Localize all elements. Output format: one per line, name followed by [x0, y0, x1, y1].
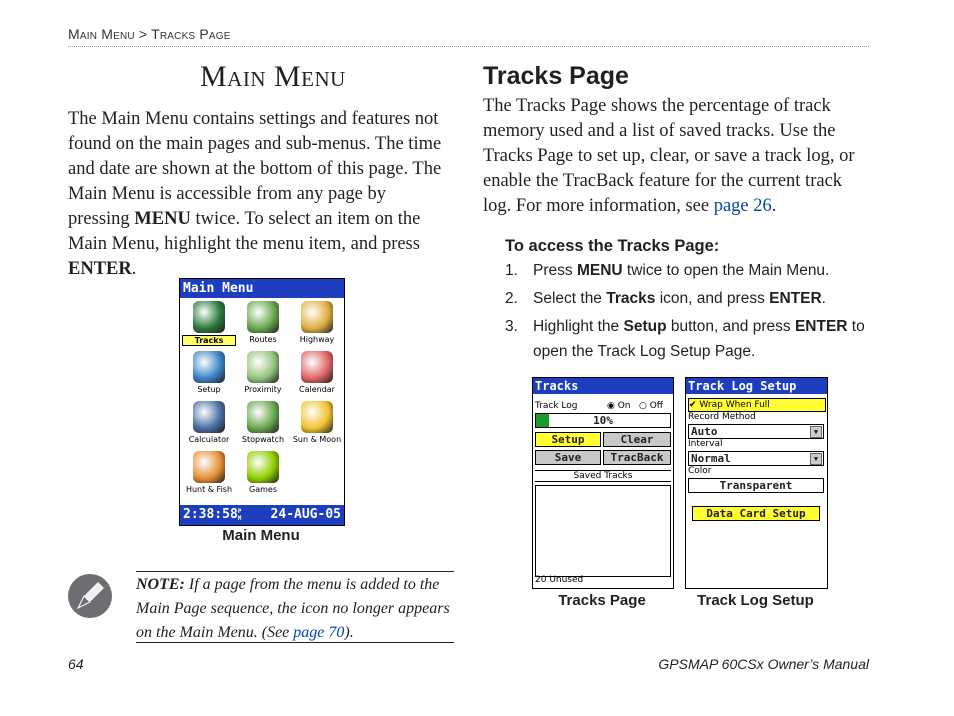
record-method-label: Record Method: [688, 412, 756, 422]
tracks-page-paragraph: [483, 94, 869, 219]
time-suffix-top: P: [237, 507, 242, 515]
menu-item-label: Proximity: [244, 385, 282, 394]
menu-item-label: Sun & Moon: [292, 435, 342, 444]
saved-tracks-list[interactable]: [535, 485, 671, 577]
menu-item-label: Hunt & Fish: [185, 485, 233, 494]
main-menu-text-2: twice. To select an item on the Main Menu, highlight the menu item, and press: [68, 209, 421, 254]
main-menu-screenshot: [179, 278, 345, 526]
calculator-icon: [193, 401, 225, 433]
step-key: ENTER: [769, 290, 822, 307]
highway-icon: [301, 301, 333, 333]
tracks-page-link[interactable]: page 26: [713, 196, 772, 216]
record-method-select[interactable]: [688, 424, 824, 439]
main-menu-text-1: The Main Menu contains settings and features not found on the main pages and sub-menus. The time and date are shown at the bottom of this page. The Main Menu is accessible from any page by pressing: [68, 109, 442, 229]
menu-item-label: Games: [249, 485, 277, 494]
track-memory-bar: [535, 413, 671, 428]
menu-item-label: Routes: [249, 335, 277, 344]
menu-item-label: Setup: [197, 385, 221, 394]
menu-item-calendar[interactable]: [290, 351, 344, 399]
main-menu-paragraph: [68, 107, 443, 282]
header-divider: [68, 46, 869, 47]
step-key: MENU: [576, 262, 623, 279]
track-log-setup-screenshot: [685, 377, 828, 589]
tracks-screen-title: Tracks: [533, 378, 673, 394]
stopwatch-icon: [247, 401, 279, 433]
dropdown-arrow-icon: ▼: [810, 453, 822, 465]
menu-item-games[interactable]: [236, 451, 290, 499]
tracks-page-screenshot: [532, 377, 674, 589]
note-paragraph: [136, 573, 454, 645]
step-text: button, and press: [666, 318, 795, 335]
step-text: icon, and press: [655, 290, 770, 307]
step-number: 1.: [505, 262, 518, 279]
sun-moon-icon: [301, 401, 333, 433]
clock-time: 2:38:58P M: [183, 507, 242, 522]
tracks-icon: [193, 301, 225, 333]
note-page-link[interactable]: page 70: [293, 624, 345, 641]
tracks-page-caption: Tracks Page: [558, 592, 646, 609]
tracks-body-end: .: [771, 196, 777, 216]
dropdown-arrow-icon: ▼: [810, 426, 822, 438]
menu-item-setup[interactable]: [182, 351, 236, 399]
save-button[interactable]: Save: [535, 450, 601, 465]
record-method-value: Auto: [691, 425, 718, 438]
time-suffix-bottom: M: [237, 514, 242, 522]
menu-item-highway[interactable]: [290, 301, 344, 349]
step-text: twice to open the Main Menu.: [622, 262, 830, 279]
track-log-label: Track Log: [535, 401, 578, 411]
menu-item-label: Tracks: [182, 335, 236, 346]
menu-item-label: Calculator: [188, 435, 230, 444]
interval-select[interactable]: [688, 451, 824, 466]
unused-tracks-count: 20 Unused: [535, 575, 584, 585]
menu-item-tracks[interactable]: [182, 301, 236, 349]
step-key: Setup: [623, 318, 667, 335]
tracback-button[interactable]: TracBack: [603, 450, 671, 465]
saved-tracks-header: Saved Tracks: [535, 470, 671, 482]
track-log-off-option: ○ Off: [639, 401, 664, 411]
menu-item-stopwatch[interactable]: [236, 401, 290, 449]
note-body: If a page from the menu is added to the Main Page sequence, the icon no longer appears on the Main Menu. (See: [136, 576, 450, 641]
note-end: ).: [344, 624, 354, 641]
menu-item-label: Stopwatch: [241, 435, 285, 444]
menu-item-calculator[interactable]: [182, 401, 236, 449]
calendar-icon: [301, 351, 333, 383]
step-number: 3.: [505, 318, 518, 335]
main-menu-bold-enter: ENTER: [68, 259, 132, 279]
menu-item-routes[interactable]: [236, 301, 290, 349]
main-menu-caption: Main Menu: [222, 527, 300, 544]
hunt-fish-icon: [193, 451, 225, 483]
page-number: 64: [68, 656, 84, 672]
step-text: Select the: [533, 290, 607, 307]
step-text: Highlight the: [533, 318, 624, 335]
step-key: Tracks: [606, 290, 656, 307]
color-label: Color: [688, 466, 712, 476]
track-memory-percent: 10%: [593, 414, 613, 427]
wrap-when-full-checkbox[interactable]: ✔ Wrap When Full: [688, 398, 826, 412]
track-log-on-option: ◉ On: [607, 401, 631, 411]
main-menu-bold-menu: MENU: [134, 209, 191, 229]
step-number: 2.: [505, 290, 518, 307]
note-label: NOTE:: [136, 576, 185, 593]
routes-icon: [247, 301, 279, 333]
main-menu-heading: Main Menu: [200, 60, 346, 93]
tracks-body-text: The Tracks Page shows the percentage of track memory used and a list of saved tracks. Use the Tracks Page to set up, clear, or save a track log, or enable the TracBack feature for the current track log. For more information, see: [483, 96, 855, 216]
step-text: Press: [533, 262, 577, 279]
menu-item-label: Highway: [299, 335, 335, 344]
step-key: ENTER: [794, 318, 848, 335]
menu-item-hunt-fish[interactable]: [182, 451, 236, 499]
menu-item-sun-moon[interactable]: [290, 401, 344, 449]
data-card-setup-button[interactable]: Data Card Setup: [692, 506, 820, 521]
step-text: .: [821, 290, 826, 307]
note-pencil-icon: [68, 574, 112, 618]
access-tracks-heading: To access the Tracks Page:: [505, 237, 720, 255]
setup-icon: [193, 351, 225, 383]
games-icon: [247, 451, 279, 483]
clear-button[interactable]: Clear: [603, 432, 671, 447]
tracks-page-heading: Tracks Page: [483, 62, 629, 90]
color-select[interactable]: Transparent: [688, 478, 824, 493]
menu-item-proximity[interactable]: [236, 351, 290, 399]
proximity-icon: [247, 351, 279, 383]
tls-screen-title: Track Log Setup: [686, 378, 827, 394]
setup-button[interactable]: Setup: [535, 432, 601, 447]
menu-item-label: Calendar: [299, 385, 335, 394]
note-bottom-rule: [136, 642, 454, 643]
interval-value: Normal: [691, 452, 731, 465]
step-text: to open the Track Log Setup Page.: [533, 318, 865, 360]
breadcrumb: Main Menu > Tracks Page: [68, 26, 231, 42]
main-menu-screen-title: Main Menu: [180, 279, 344, 298]
main-menu-status-bar: [180, 505, 344, 525]
track-log-setup-caption: Track Log Setup: [697, 592, 814, 609]
calendar-date: 24-AUG-05: [270, 507, 341, 522]
interval-label: Interval: [688, 439, 723, 449]
note-top-rule: [136, 571, 454, 572]
manual-title: GPSMAP 60CSx Owner’s Manual: [658, 656, 869, 672]
main-menu-text-3: .: [131, 259, 137, 279]
